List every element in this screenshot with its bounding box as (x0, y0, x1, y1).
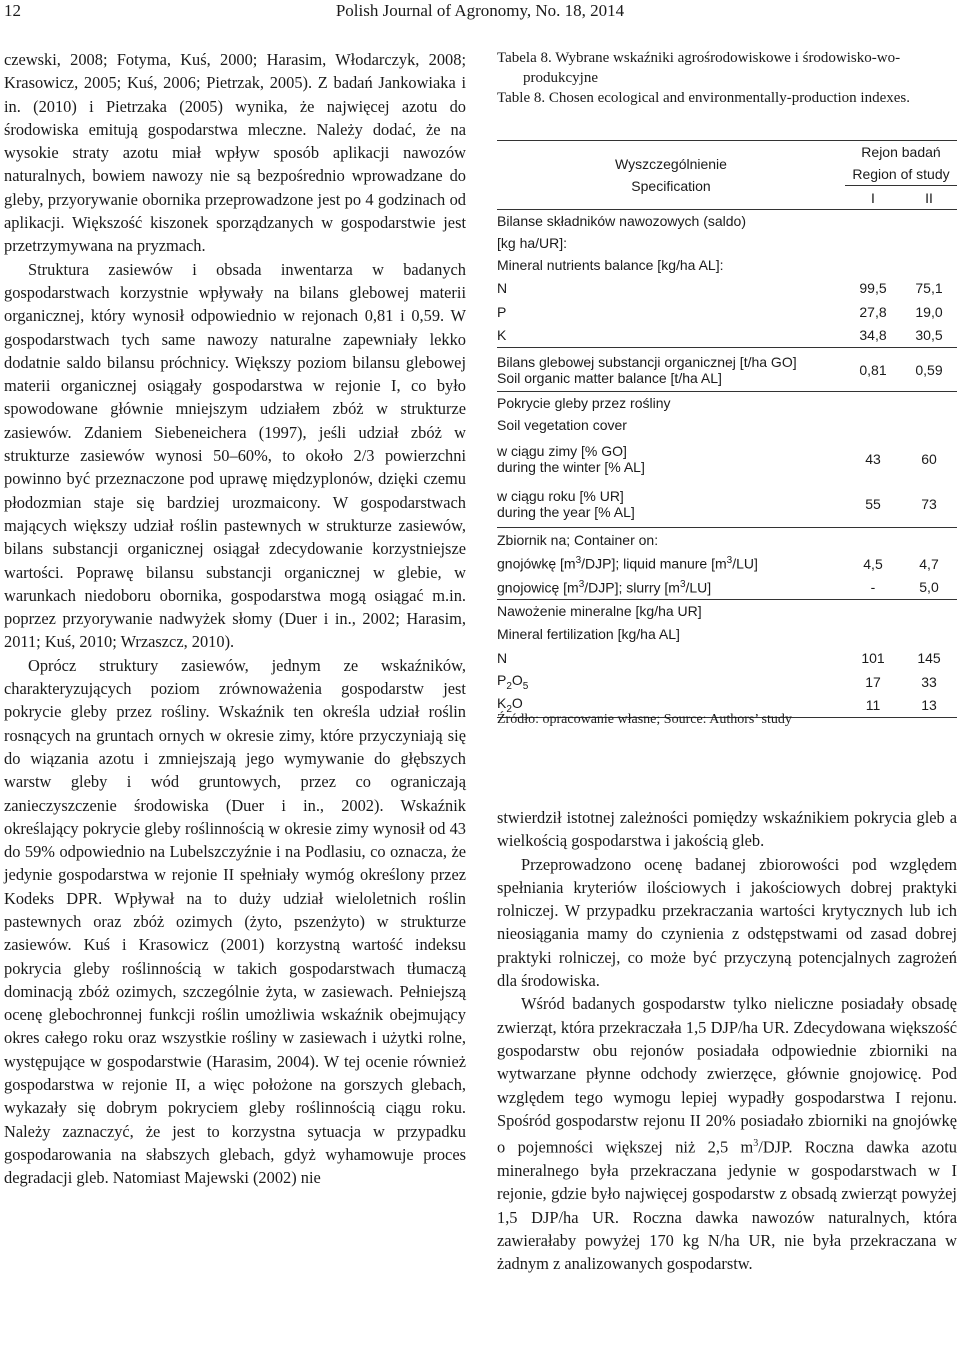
cell: 34,8 (859, 327, 887, 344)
page-header (0, 0, 960, 40)
journal-title: Polish Journal of Agronomy, No. 18, 2014 (335, 1, 625, 20)
region-pl: Rejon badań (861, 144, 941, 160)
cell: 73 (921, 496, 937, 513)
table-caption (497, 48, 957, 108)
cell: 11 (865, 697, 881, 714)
winter-en: during the winter [% AL] (497, 458, 645, 475)
row-label: P (497, 303, 507, 320)
table-caption-en: Table 8. Chosen ecological and environmentally-production indexes. (497, 90, 910, 106)
table-row (497, 324, 957, 348)
table-row (497, 300, 957, 324)
cell: 13 (921, 697, 937, 714)
cell: 33 (921, 673, 937, 690)
paragraph: Wśród badanych gospodarstw tylko nieliczne posiadały obsadę zwierząt, która przekraczała 1,5 DJP/ha UR. Zdecydowana większość gospodarstw obu rejonów posiadała odpowiednie zbiorniki na wytwarzane płynne odchody zwierzęce, głównie gnojowicę. Pod względem tego wymogu lepiej wypadły gospodarstwa I rejonu. Spośród gospodarstw rejonu II 20% posiadało zbiorniki na gnojówkę o pojemności większej niż 2,5 $m^3$/DJP. Roczna dawka azotu mineralnego była przekraczana jedynie w gospodarstwach w I rejonie, gdzie było najwięcej gospodarstw z obsadą zwierząt powyżej 1,5 DJP/ha UR. Roczna dawka nawozów naturalnych, która zawierałaby powyżej 170 kg N/ha UR, nie była przekraczana w żadnym z analizowanych gospodarstw. (497, 994, 957, 1274)
paragraph: Przeprowadzono ocenę badanej zbiorowości pod względem spełniania kryteriów ilościowych i jakościowych dobrej praktyki rolniczej. W przypadku przekraczania wartości krytycznych lub ich nieosiągania mamy do czynienia z odstępstwami od zasad dobrej praktyki rolniczej, co może być przyczyną potencjalnych zagrożeń dla środowiska. (497, 854, 957, 991)
cell: 145 (917, 649, 941, 666)
table-row: [kg ha/UR]: (497, 234, 568, 251)
table-caption-pl: Tabela 8. Wybrane wskaźniki agrośrodowiskowe i środowisko-wo-produkcyjne (497, 50, 901, 86)
table-row: Mineral nutrients balance [kg/ha AL]: (497, 256, 724, 273)
table-row (497, 276, 957, 300)
year-pl: w ciągu roku [% UR] (497, 488, 624, 505)
som-en: Soil organic matter balance [t/ha AL] (497, 369, 722, 386)
cell: 75,1 (915, 279, 943, 296)
region-header (845, 141, 957, 186)
spec-en: Specification (631, 178, 711, 194)
table-row: Nawożenie mineralne [kg/ha UR] (497, 602, 702, 619)
row-label: N (497, 279, 508, 296)
cell: 19,0 (915, 303, 943, 320)
row-label: gnojowicę $[m^3/DJP]$; slurry $[m^3/LU]$ (497, 578, 712, 596)
data-table (497, 140, 957, 718)
row-label (497, 482, 845, 528)
table-row: Soil vegetation cover (497, 416, 627, 433)
specification-header (497, 141, 845, 210)
cell: 4,7 (919, 555, 939, 572)
paragraph: Struktura zasiewów i obsada inwentarza w badanych gospodarstwach korzystnie wpływały na bilans glebowej materii organicznej, który wynosił odpowiednio w rejonach 0,81 i 0,59. W gospodarstwach tych same nawozy naturalne zapewniały lekko dodatnie saldo bilansu próchnicy. Większy poziom bilansu glebowej materii organicznej osiągały gospodarstwa w rejonie I, co było spowodowane głównie mniejszym udziałem zbóż w strukturze zasiewów. Zdaniem Siebeneichera (1997), jeśli udział zbóż w strukturze zasiewów wynosi 50–60%, to około 2/3 powierzchni powinno być przeznaczone pod uprawę międzyplonów, dzięki czemu płodozmian staje się bardziej urozmaicony. W gospodarstwach mających większy udział roślin pastewnych w strukturze zasiewów, bilans substancji organicznej osiągał zdecydowanie korzystniejsze wartości. Poprawę bilansu substancji organicznej w glebie, w warunkach niedoboru obornika, gospodarstwa mogą osiągać m.in. poprzez przyorywanie nadwyżek słomy (Duer i in., 2002; Harasim, 2011; Kuś, 2010; Wrzaszcz, 2010). (4, 259, 466, 652)
som-pl: Bilans glebowej substancji organicznej [t/ha GO] (497, 353, 797, 370)
column-header: II (925, 189, 933, 206)
cell: 99,5 (859, 279, 887, 296)
row-label (497, 436, 845, 482)
spec-pl: Wyszczególnienie (615, 156, 727, 172)
cell: 0,81 (859, 361, 887, 378)
cell: 0,59 (915, 361, 943, 378)
cell: 5,0 (919, 579, 939, 596)
cell: 60 (921, 450, 937, 467)
region-en: Region of study (852, 166, 950, 182)
table-row: Mineral fertilization [kg/ha AL] (497, 625, 680, 642)
table-row: Zbiornik na; Container on: (497, 531, 659, 548)
table-row (497, 552, 957, 576)
paragraph: Oprócz struktury zasiewów, jednym ze wskaźników, charakteryzujących poziom zrównoważenia gospodarstw jest pokrycie gleby przez rośliny. Wskaźnik ten określa udział roślin rosnących na gruntach ornych w okresie zimy, które przyczyniają się do wiązania azotu i zmniejszają jego wymywanie do głębszych warstw gleby i wód gruntowych, przez co ograniczają zanieczyszczenie środowiska (Duer i in., 2002). Wskaźnik określający pokrycie gleby roślinnością w okresie zimy wynosił od 43 do 59% odpowiednio na Lubelszczyźnie i na Podlasiu, co oznacza, że jedynie gospodarstwa w rejonie II spełniały wymóg określony przez Kodeks DPR. Wpływał na to duży udział wieloletnich roślin pastewnych oraz zbóż ozimych (żyto, pszenżyto) w strukturze zasiewów. Kuś i Krasowicz (2001) korzystną wartość indeksu pokrycia gleby roślinnością w takich gospodarstwach tłumaczą dominacją zbóż ozimych, szczególnie żyta, w zasiewach. Pełniejszą ocenę glebochronnej funkcji roślin umożliwia wskaźnik obejmujący okres całego roku oraz wszystkie rośliny w zasiewach i użytki rolne, występujące w gospodarstwie (Harasim, 2004). W tej ocenie również gospodarstwa w rejonie II, a więc położone na gorszych glebach, wykazały się dobrym pokryciem gleby roślinnością ciągu roku. Należy zaznaczyć, że jest to korzystna sytuacja w przypadku gospodarowania na słabszych glebach, gdyż wyhamowuje proces degradacji gleb. Natomiast Majewski (2002) nie (4, 655, 466, 1188)
row-label (497, 348, 845, 392)
year-en: during the year [% AL] (497, 504, 635, 521)
row-label: N (497, 649, 508, 666)
cell: 4,5 (863, 555, 883, 572)
cell: 101 (861, 649, 885, 666)
row-label: K (497, 327, 507, 344)
winter-pl: w ciągu zimy [% GO] (497, 442, 627, 459)
table-row: Pokrycie gleby przez rośliny (497, 394, 671, 411)
right-column (497, 806, 957, 1275)
table-row (497, 348, 957, 392)
row-label: $P_2O_5$ (497, 671, 529, 692)
cell: 30,5 (915, 327, 943, 344)
table-row (497, 576, 957, 600)
table-row (497, 436, 957, 482)
column-header: I (871, 189, 875, 206)
table-row: Bilanse składników nawozowych (saldo) (497, 212, 747, 229)
cell: - (870, 579, 876, 596)
table-row (497, 482, 957, 528)
row-label: $K_2O$ (497, 695, 523, 716)
row-label: gnojówkę $[m^3/DJP]$; liquid manure $[m^3/LU]$ (497, 555, 758, 572)
table-row (497, 646, 957, 670)
paragraph: czewski, 2008; Fotyma, Kuś, 2000; Harasim, Włodarczyk, 2008; Krasowicz, 2005; Kuś, 2006; Pietrzak, 2005). Z badań Jankowiaka i in. (2010) i Pietrzaka (2005) wynika, że najwięcej azotu do środowiska emitują gospodarstwa mleczne. Należy dodać, że na wysokie straty azotu miał wpływ sposób aplikacji nawozów naturalnych, bowiem nawozy nie są bezpośrednio wprowadzane do gleby, przyorywanie obornika przeprowadzone jest po 4 godzinach od aplikacji. Większość kiszonek sporządzanych w gospodarstwie jest przetrzymywana na pryzmach. (4, 50, 466, 256)
cell: 55 (865, 496, 881, 513)
page-number: 12 (4, 1, 21, 20)
paragraph: stwierdził istotnej zależności pomiędzy wskaźnikiem pokrycia gleb a wielkością gospodarstwa i jakością gleb. (497, 808, 957, 851)
left-column (4, 48, 466, 1190)
cell: 17 (865, 673, 881, 690)
cell: 27,8 (859, 303, 887, 320)
table-source: Źródło: opracowanie własne; Source: Authors’ study (497, 712, 792, 727)
table-row (497, 670, 957, 694)
cell: 43 (865, 450, 881, 467)
